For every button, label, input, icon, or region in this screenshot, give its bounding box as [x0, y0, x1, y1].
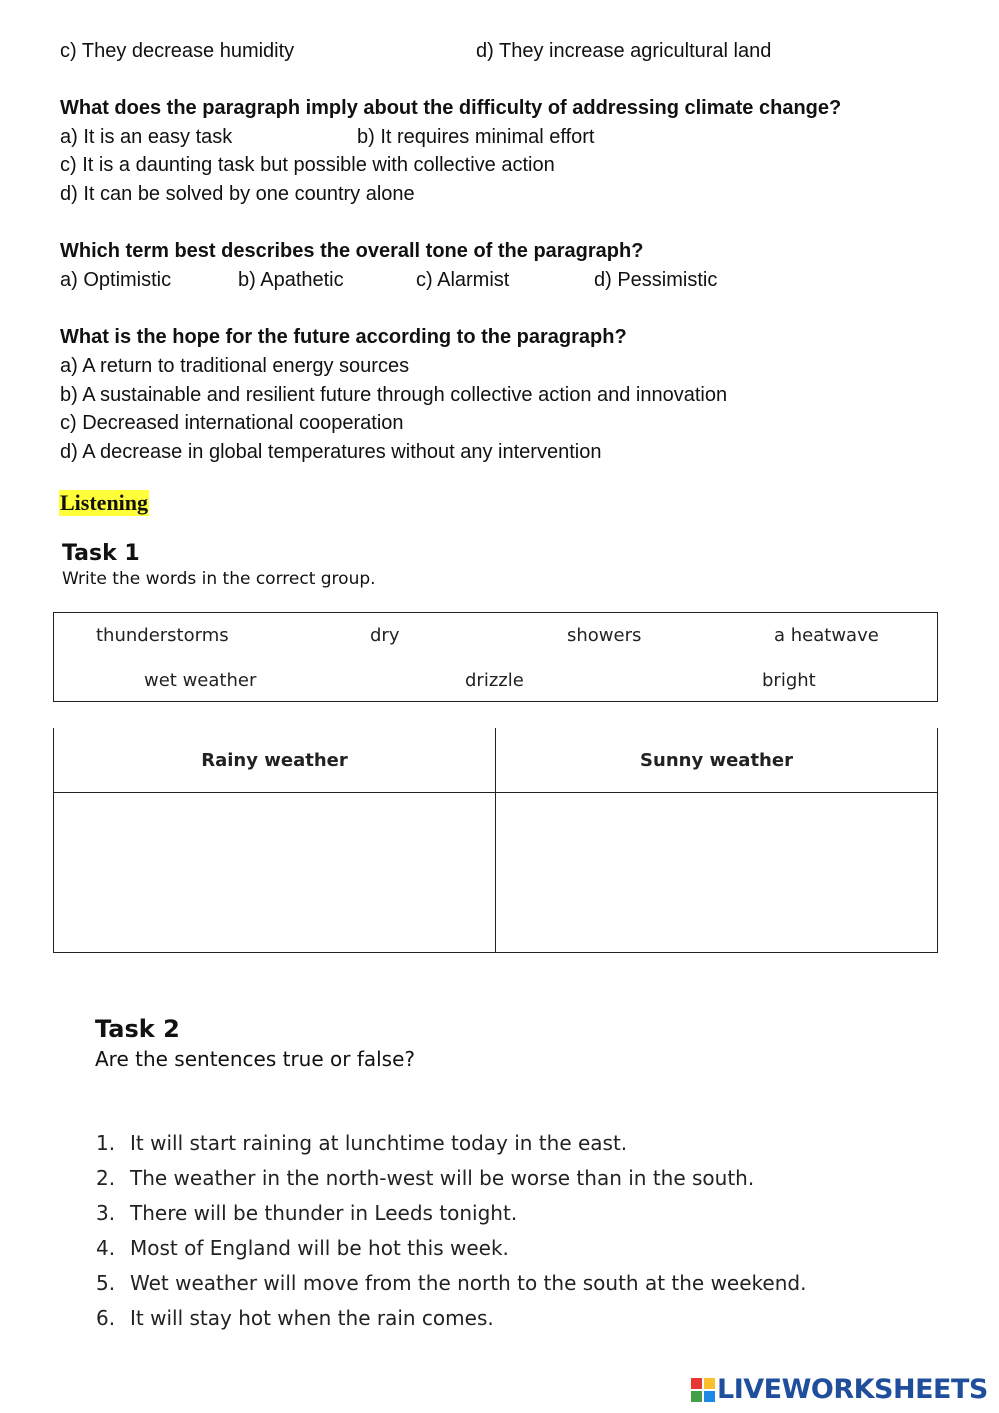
statement-number: 5. [96, 1271, 116, 1295]
hope-option-b: b) A sustainable and resilient future through collective action and innovation [60, 384, 728, 406]
word-wet-weather: wet weather [144, 670, 257, 691]
word-bright: bright [762, 670, 816, 691]
statement-number: 6. [96, 1306, 116, 1330]
statement-text: It will start raining at lunchtime today in the east. [130, 1131, 628, 1155]
statement-number: 2. [96, 1166, 116, 1190]
hope-option-c: c) Decreased international cooperation [60, 412, 404, 434]
statement-number: 3. [96, 1201, 116, 1225]
statement-text: The weather in the north-west will be worse than in the south. [130, 1166, 755, 1190]
task1-title: Task 1 [62, 541, 140, 566]
tone-option-d: d) Pessimistic [594, 269, 718, 291]
tone-option-c: c) Alarmist [416, 269, 510, 291]
word-a-heatwave: a heatwave [774, 625, 879, 646]
statement-number: 4. [96, 1236, 116, 1260]
statement-3 [96, 1200, 517, 1226]
word-drizzle: drizzle [465, 670, 524, 691]
word-dry: dry [370, 625, 400, 646]
logo-square-red [691, 1378, 702, 1389]
prev-option-c: c) They decrease humidity [60, 40, 295, 62]
difficulty-option-c: c) It is a daunting task but possible with collective action [60, 154, 555, 176]
listening-heading: Listening [60, 490, 149, 515]
logo-square-blue [704, 1391, 715, 1402]
sunny-weather-cell[interactable] [496, 793, 938, 953]
statement-5 [96, 1270, 806, 1296]
statement-1 [96, 1130, 627, 1156]
statement-text: It will stay hot when the rain comes. [130, 1306, 494, 1330]
question-tone: Which term best describes the overall tone of the paragraph? [60, 240, 644, 262]
hope-option-d: d) A decrease in global temperatures without any intervention [60, 441, 602, 463]
question-hope: What is the hope for the future according to the paragraph? [60, 326, 627, 348]
statement-2 [96, 1165, 754, 1191]
statement-text: Wet weather will move from the north to the south at the weekend. [130, 1271, 807, 1295]
difficulty-option-a: a) It is an easy task [60, 126, 233, 148]
hope-option-a: a) A return to traditional energy sources [60, 355, 410, 377]
liveworksheets-logo [691, 1375, 988, 1405]
liveworksheets-logo-text: LIVEWORKSHEETS [717, 1374, 988, 1405]
column-rainy-weather: Rainy weather [54, 728, 496, 793]
statement-text: There will be thunder in Leeds tonight. [130, 1201, 518, 1225]
liveworksheets-logo-icon [691, 1378, 715, 1402]
column-sunny-weather: Sunny weather [496, 728, 938, 793]
rainy-weather-cell[interactable] [54, 793, 496, 953]
sorting-table [53, 728, 938, 953]
statement-number: 1. [96, 1131, 116, 1155]
logo-square-green [691, 1391, 702, 1402]
task1-instruction: Write the words in the correct group. [62, 569, 376, 589]
statement-text: Most of England will be hot this week. [130, 1236, 509, 1260]
tone-option-a: a) Optimistic [60, 269, 172, 291]
word-bank [53, 612, 938, 702]
statement-6 [96, 1305, 494, 1331]
question-difficulty: What does the paragraph imply about the difficulty of addressing climate change? [60, 97, 842, 119]
statement-4 [96, 1235, 509, 1261]
prev-option-d: d) They increase agricultural land [476, 40, 772, 62]
task2-instruction: Are the sentences true or false? [95, 1047, 416, 1071]
tone-option-b: b) Apathetic [238, 269, 344, 291]
difficulty-option-d: d) It can be solved by one country alone [60, 183, 415, 205]
word-showers: showers [567, 625, 642, 646]
logo-square-yellow [704, 1378, 715, 1389]
word-thunderstorms: thunderstorms [96, 625, 229, 646]
difficulty-option-b: b) It requires minimal effort [357, 126, 595, 148]
task2-title: Task 2 [95, 1015, 180, 1043]
